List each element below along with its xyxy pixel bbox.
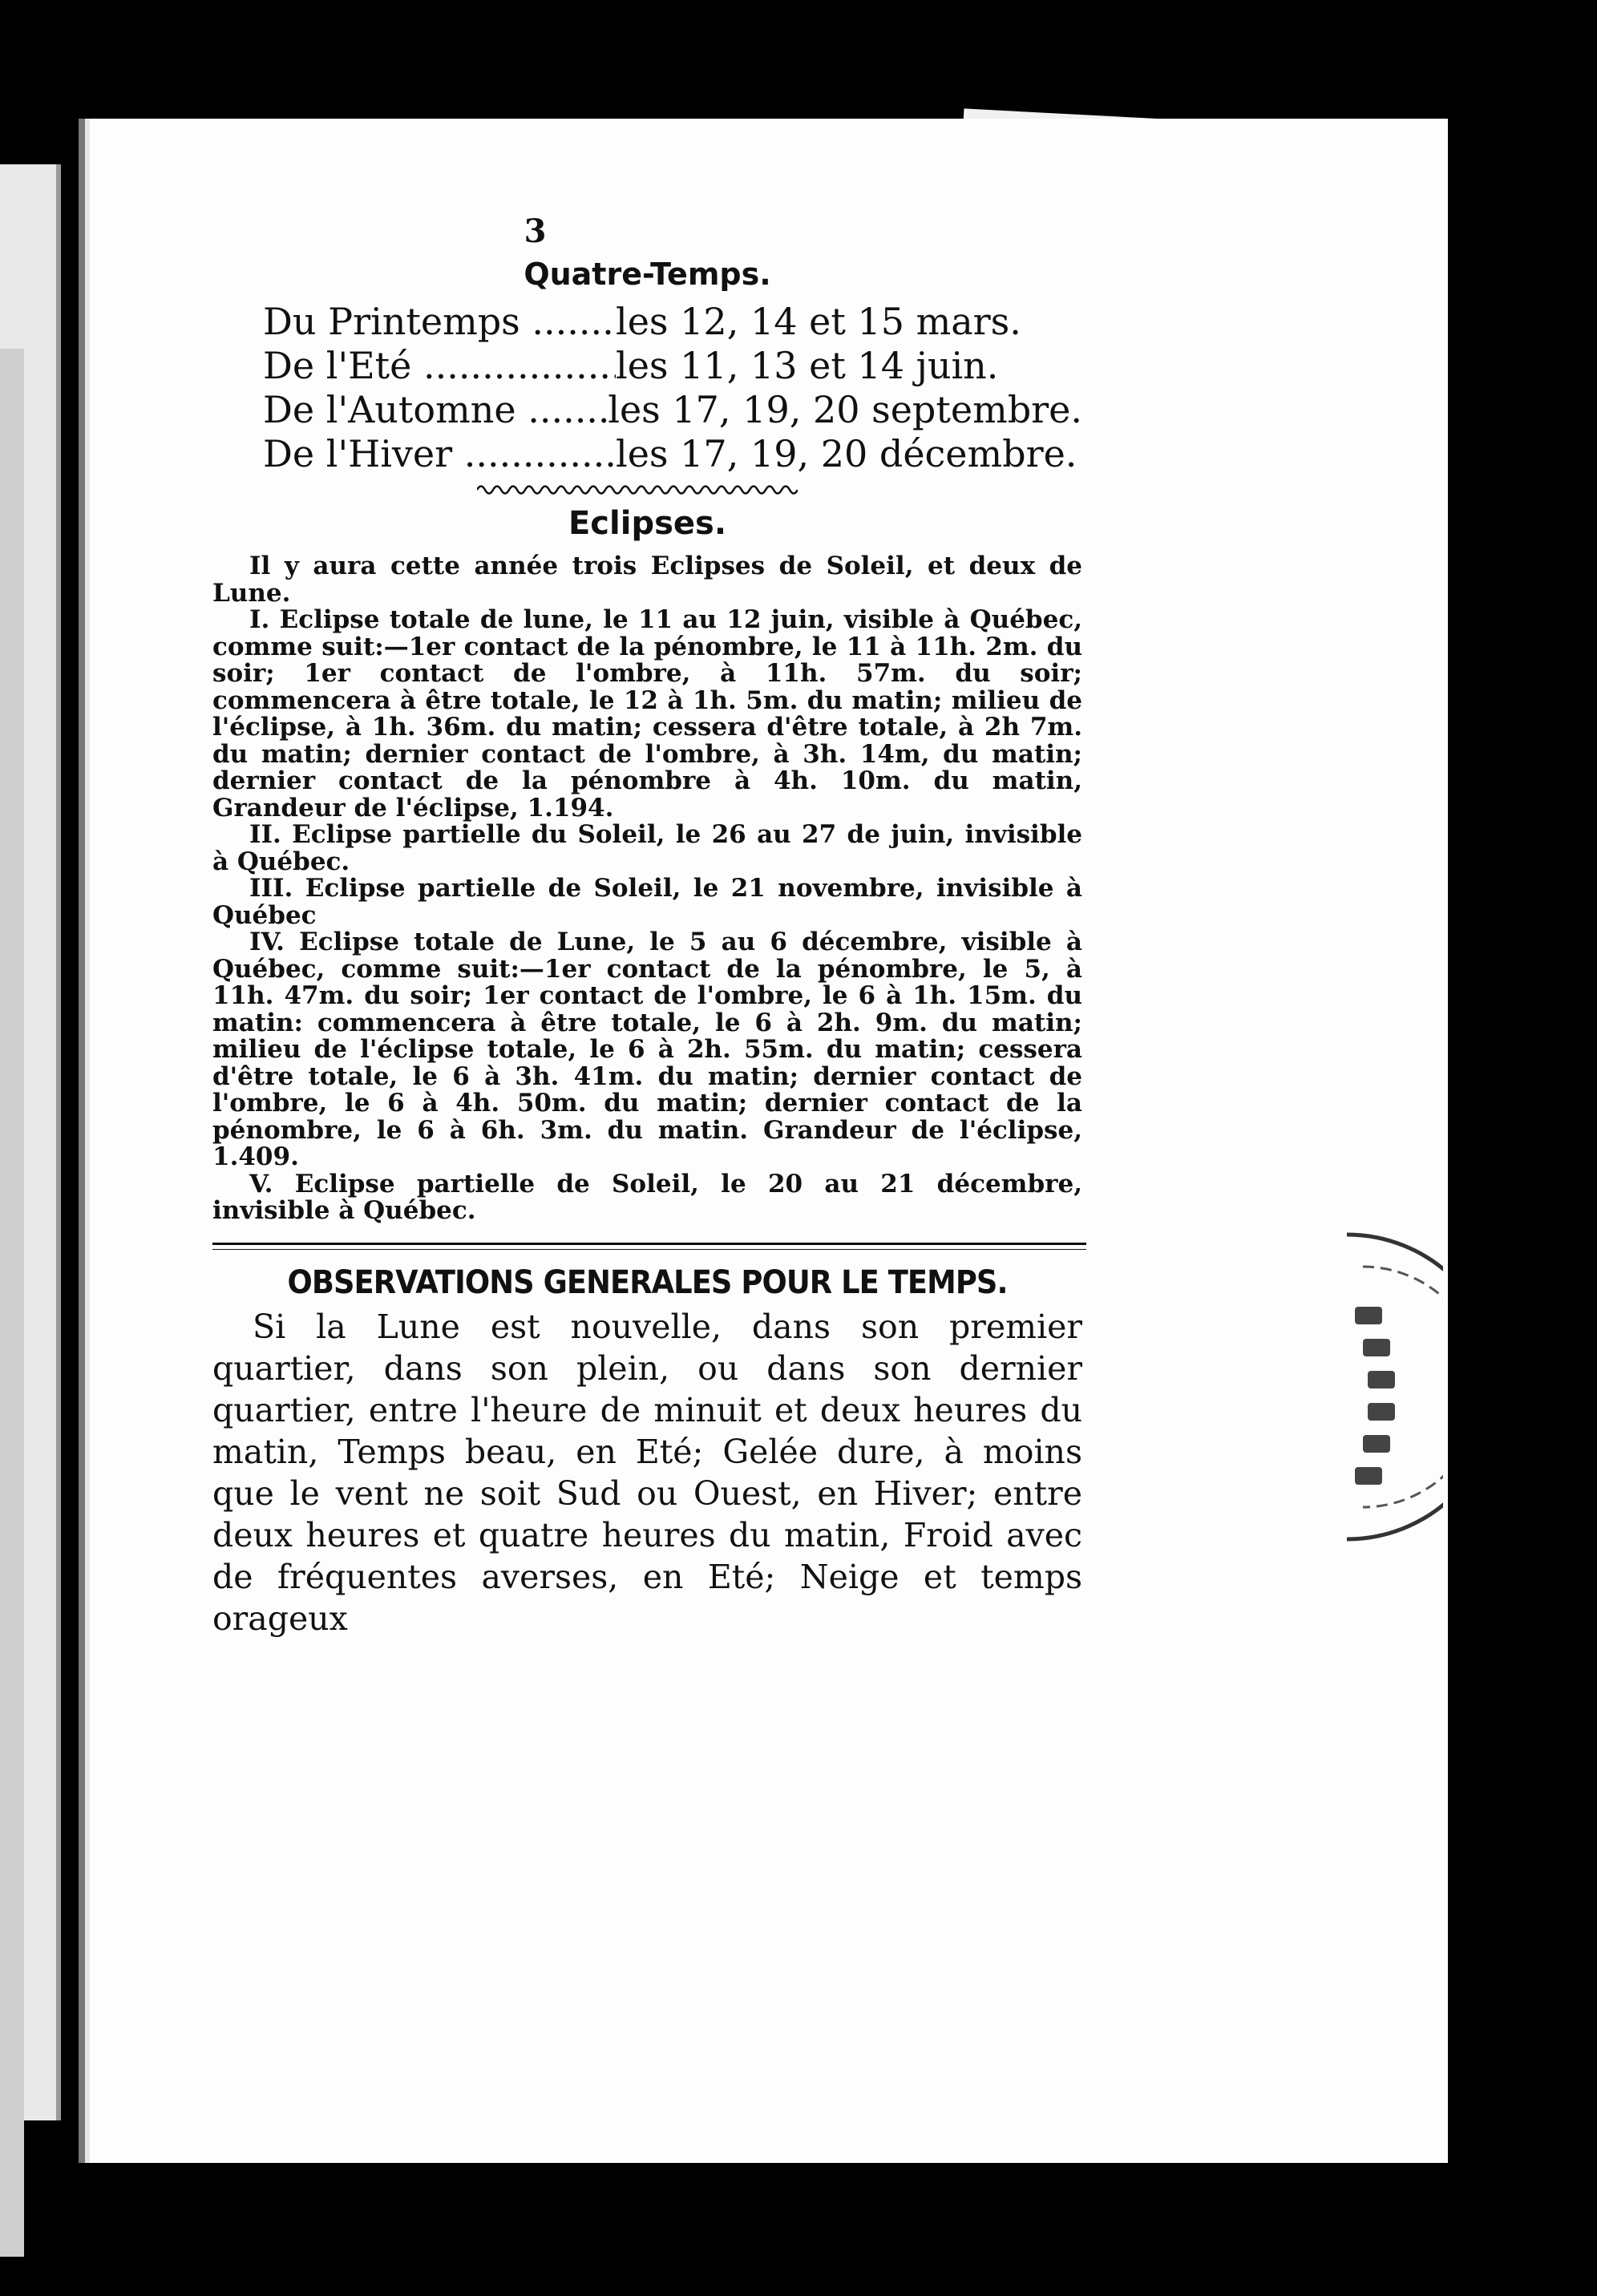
observations-paragraph: Si la Lune est nouvelle, dans son premier quartier, dans son plein, ou dans son dernier quartier, entre l'heure de minuit et deux heures du matin, Temps beau, en Eté; Gelée dure, à moins que le vent ne soit Sud ou Ouest, en Hiver; entre deux heures et quatre heures du matin, Froid avec de fréquentes averses, en Eté; Neige et temps orageux xyxy=(212,1307,1082,1638)
quatre-temps-row xyxy=(212,432,1082,476)
quatre-temps-season: Du Printemps xyxy=(263,300,520,343)
observations-heading: OBSERVATIONS GENERALES POUR LE TEMPS. xyxy=(287,1263,1008,1301)
quatre-temps-dates: les 17, 19, 20 décembre. xyxy=(616,432,1077,475)
eclipse-entry: IV. Eclipse totale de Lune, le 5 au 6 décembre, visible à Québec, comme suit:—1er contact de la pénombre, le 5, à 11h. 47m. du soir; 1er contact de l'ombre, le 6 à 1h. 15m. du matin: commencera à être totale, le 6 à 2h. 9m. du matin; milieu de l'éclipse totale, le 6 à 2h. 55m. du matin; cessera d'être totale, le 6 à 3h. 41m. du matin; dernier contact de l'ombre, le 6 à 4h. 50m. du matin; dernier contact de la pénombre, le 6 à 6h. 3m. du matin. Grandeur de l'éclipse, 1.409. xyxy=(212,928,1082,1171)
eclipse-entry: II. Eclipse partielle du Soleil, le 26 au 27 de juin, invisible à Québec. xyxy=(212,820,1082,876)
eclipses-heading: Eclipses. xyxy=(568,505,727,542)
quatre-temps-dates: les 12, 14 et 15 mars. xyxy=(616,300,1021,343)
library-stamp xyxy=(1315,1219,1443,1555)
quatre-temps-dates: les 17, 19, 20 septembre. xyxy=(608,388,1082,431)
eclipse-entry: I. Eclipse totale de lune, le 11 au 12 juin, visible à Québec, comme suit:—1er contact de la pénombre, le 11 à 11h. 2m. du soir; 1er contact de l'ombre, à 11h. 57m. du soir; commencera à être totale, le 12 à 1h. 5m. du matin; milieu de l'éclipse, à 1h. 36m. du matin; cessera d'être totale, à 2h 7m. du matin; dernier contact de l'ombre, à 3h. 14m, du matin; dernier contact de la pénombre à 4h. 10m. du matin, Grandeur de l'éclipse, 1.194. xyxy=(212,605,1082,823)
quatre-temps-season: De l'Eté xyxy=(263,344,412,387)
page-content xyxy=(212,212,1082,1639)
section-rule xyxy=(212,1243,1086,1250)
quatre-temps-dates: les 11, 13 et 14 juin. xyxy=(616,344,999,387)
quatre-temps-season: De l'Hiver xyxy=(263,432,453,475)
quatre-temps-row xyxy=(212,344,1082,388)
quatre-temps-row xyxy=(212,300,1082,344)
dot-leader xyxy=(516,388,608,431)
dot-leader xyxy=(411,344,616,387)
eclipse-entry: III. Eclipse partielle de Soleil, le 21 novembre, invisible à Québec xyxy=(212,874,1082,930)
quatre-temps-heading: Quatre-Temps. xyxy=(524,257,771,292)
dot-leader xyxy=(452,432,616,475)
ornamental-divider xyxy=(477,483,798,497)
quatre-temps-row xyxy=(212,388,1082,432)
adjacent-page-shadow xyxy=(0,349,24,2257)
quatre-temps-table xyxy=(212,300,1082,476)
eclipses-intro: Il y aura cette année trois Eclipses de Soleil, et deux de Lune. xyxy=(212,552,1082,608)
adjacent-page-edge xyxy=(0,164,61,2120)
quatre-temps-season: De l'Automne xyxy=(263,388,516,431)
eclipse-entry: V. Eclipse partielle de Soleil, le 20 au 21 décembre, invisible à Québec. xyxy=(212,1169,1082,1225)
page-number: 3 xyxy=(524,212,547,250)
dot-leader xyxy=(520,300,616,343)
